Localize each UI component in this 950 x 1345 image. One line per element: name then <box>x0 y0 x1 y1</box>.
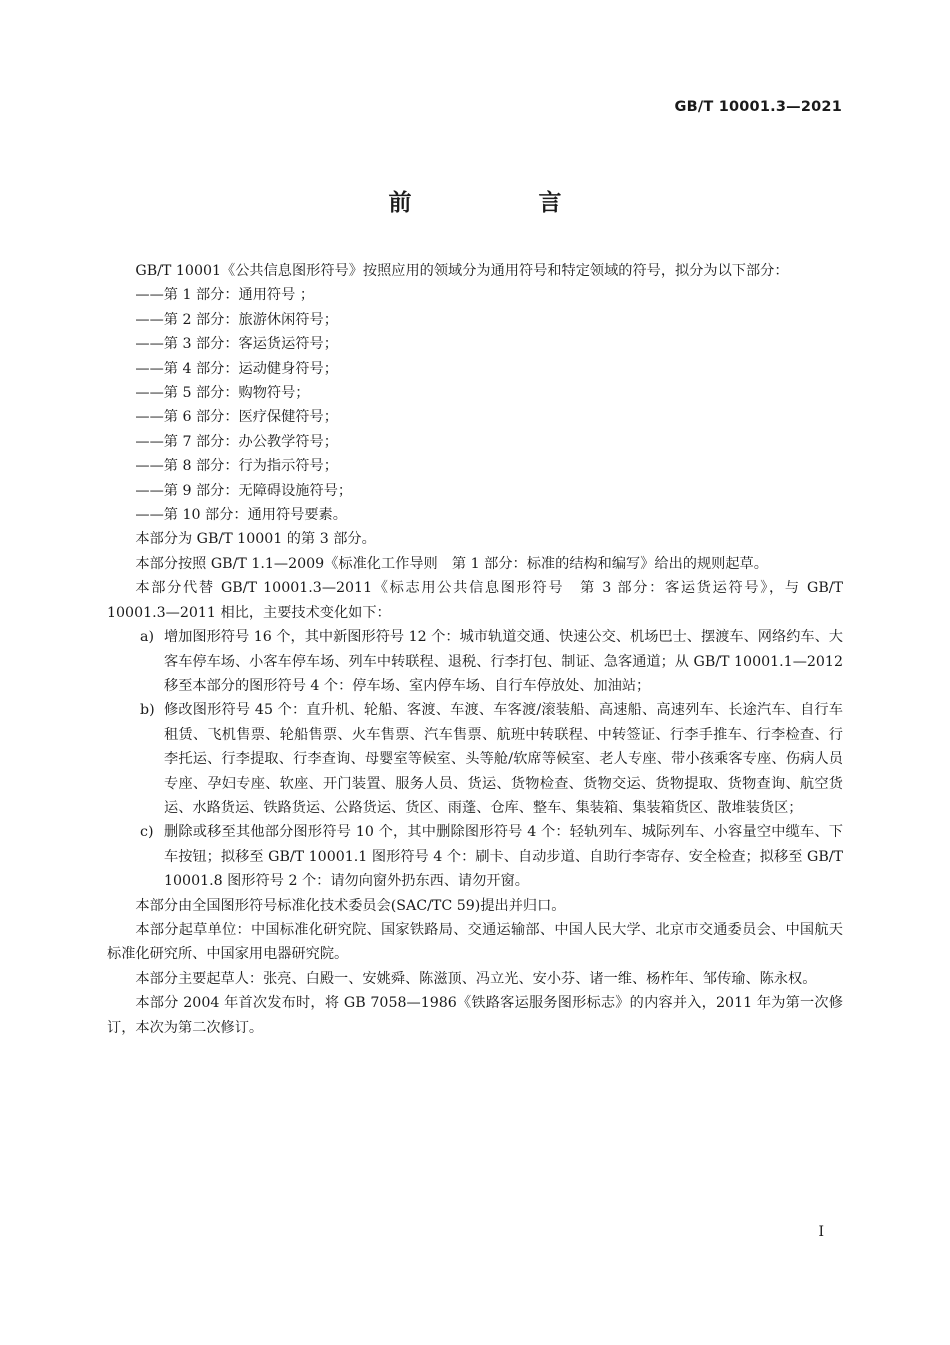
page-title: 前 言 <box>388 190 614 216</box>
part-list-item: ——第 9 部分：无障碍设施符号； <box>135 482 353 499</box>
part-list-item: ——第 2 部分：旅游休闲符号； <box>135 311 338 328</box>
foreword-body <box>107 259 843 1040</box>
change-item-mark: b) <box>140 702 155 719</box>
part-list-item: ——第 6 部分：医疗保健符号； <box>135 409 338 426</box>
part-list-item: ——第 3 部分：客运货运符号； <box>135 336 338 353</box>
part-statement: 本部分为 GB/T 10001 的第 3 部分。 <box>135 531 376 548</box>
change-item <box>107 820 843 893</box>
change-item-mark: a) <box>140 629 154 646</box>
page-number: I <box>818 1224 824 1240</box>
part-list-item: ——第 5 部分：购物符号； <box>135 385 310 402</box>
intro-paragraph: GB/T 10001《公共信息图形符号》按照应用的领域分为通用符号和特定领域的符号，拟分为以下部分： <box>135 263 789 279</box>
drafters-statement: 本部分主要起草人：张亮、白殿一、安姚舜、陈滋顶、冯立光、安小芬、诸一维、杨柞年、邹传瑜、陈永权。 <box>135 970 817 987</box>
change-item-text: 修改图形符号 45 个：直升机、轮船、客渡、车渡、车客渡/滚装船、高速船、高速列车、长途汽车、自行车租赁、飞机售票、轮船售票、火车售票、汽车售票、航班中转联程、中转签证、行李手推车、行李检查、行李托运、行李提取、行李查询、母婴室等候室、头等舱/软席等候室、老人专座、带小孩乘客专座、伤病人员专座、孕妇专座、软座、开门装置、服务人员、货运、货物检查、货物交运、货物提取、货物查询、航空货运、水路货运、铁路货运、公路货运、货区、雨蓬、仓库、整车、集装箱、集装箱货区、散堆装货区； <box>164 702 843 816</box>
change-item <box>107 698 843 820</box>
proposed-by-statement: 本部分由全国图形符号标准化技术委员会(SAC/TC 59)提出并归口。 <box>135 897 566 914</box>
change-item-mark: c) <box>140 824 154 841</box>
history-statement: 本部分 2004 年首次发布时，将 GB 7058—1986《铁路客运服务图形标志》的内容并入，2011 年为第一次修订，本次为第二次修订。 <box>107 995 843 1036</box>
part-list-item: ——第 10 部分：通用符号要素。 <box>135 507 347 524</box>
change-item <box>107 625 843 698</box>
part-list-item: ——第 1 部分：通用符号 ； <box>135 287 315 304</box>
part-list-item: ——第 8 部分：行为指示符号； <box>135 458 338 475</box>
drafting-units-statement: 本部分起草单位：中国标准化研究院、国家铁路局、交通运输部、中国人民大学、北京市交通委员会、中国航天标准化研究所、中国家用电器研究院。 <box>107 921 843 963</box>
standard-code: GB/T 10001.3—2021 <box>674 99 842 115</box>
drafting-rules-statement: 本部分按照 GB/T 1.1—2009《标准化工作导则 第 1 部分：标准的结构和编写》给出的规则起草。 <box>135 555 768 572</box>
replacement-statement: 本部分代替 GB/T 10001.3—2011《标志用公共信息图形符号 第 3 部分：客运货运符号》，与 GB/T 10001.3—2011 相比，主要技术变化如下： <box>107 580 843 621</box>
part-list-item: ——第 7 部分：办公教学符号； <box>135 433 338 450</box>
change-item-text: 删除或移至其他部分图形符号 10 个，其中删除图形符号 4 个：轻轨列车、城际列车、小容量空中缆车、下车按钮；拟移至 GB/T 10001.1 图形符号 4 个：刷卡、自动步道、自助行李寄存、安全检查；拟移至 GB/T 10001.8 图形符号 2 个：请勿向窗外扔东西、请勿开窗。 <box>164 824 843 890</box>
change-item-text: 增加图形符号 16 个，其中新图形符号 12 个：城市轨道交通、快速公交、机场巴士、摆渡车、网络约车、大客车停车场、小客车停车场、列车中转联程、退税、行李打包、制证、急客通道；从 GB/T 10001.1—2012 移至本部分的图形符号 4 个：停车场、室内停车场、自行车停放处、加油站； <box>164 629 843 694</box>
part-list-item: ——第 4 部分：运动健身符号； <box>135 360 338 377</box>
